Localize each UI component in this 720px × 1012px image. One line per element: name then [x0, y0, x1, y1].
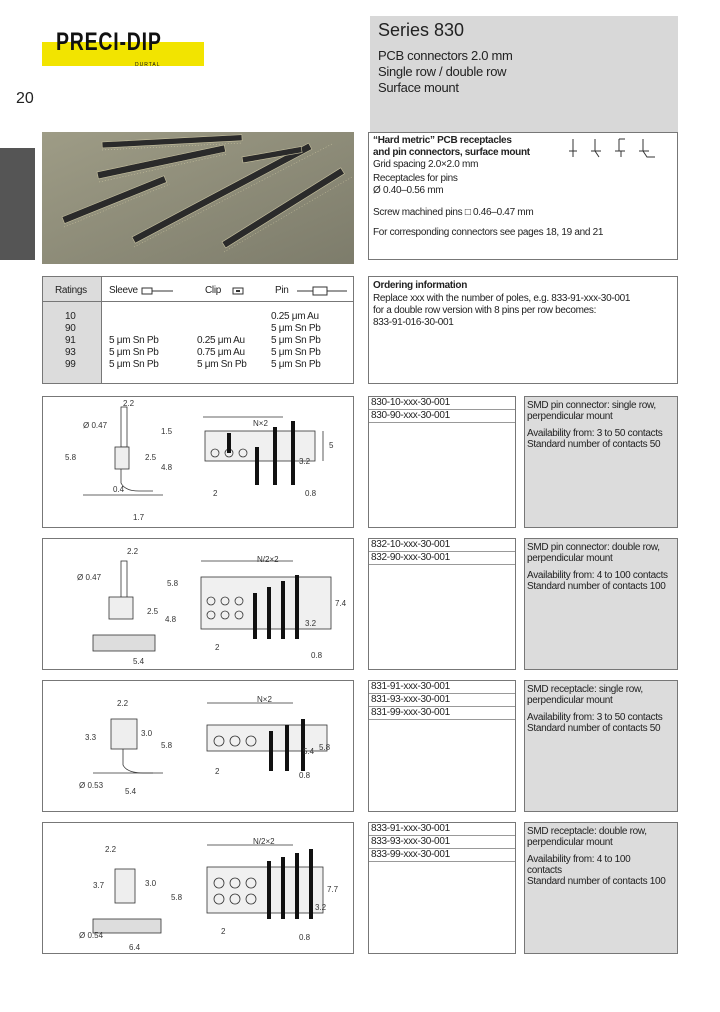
- dimension-label: 0.8: [299, 771, 311, 780]
- dimension-label: Ø 0.53: [79, 781, 104, 790]
- brand-logo-sub: DURTAL: [135, 62, 161, 68]
- rating-pin: 5 μm Sn Pb: [271, 323, 321, 334]
- dimension-label: Ø 0.47: [83, 421, 108, 430]
- part-number-box: [368, 538, 516, 670]
- part-number: 833-91-xxx-30-001: [369, 823, 515, 836]
- ratings-col-rule: [101, 277, 102, 383]
- rating-clip: 0.75 μm Au: [197, 347, 245, 358]
- availability-line: Standard number of contacts 100: [527, 876, 666, 887]
- description-line: perpendicular mount: [527, 837, 613, 848]
- dimension-label: 3.2: [315, 903, 327, 912]
- rating-pin: 5 μm Sn Pb: [271, 347, 321, 358]
- drawing-panel-831: [42, 680, 354, 812]
- dimension-label: N×2: [253, 419, 268, 428]
- part-number: 832-10-xxx-30-001: [369, 539, 515, 552]
- intro-heading-2: and pin connectors, surface mount: [373, 147, 530, 158]
- description-line: SMD receptacle: double row,: [527, 826, 647, 837]
- dimension-label: 7.4: [335, 599, 347, 608]
- dimension-label: N/2×2: [253, 837, 275, 846]
- ordering-title: Ordering information: [373, 280, 468, 291]
- dimension-label: 2.2: [117, 699, 129, 708]
- part-number-box: [368, 680, 516, 812]
- rating-sleeve: 5 μm Sn Pb: [109, 347, 159, 358]
- pin-icon: [295, 285, 351, 297]
- ratings-table: [42, 276, 354, 384]
- dimension-label: 3.0: [141, 729, 153, 738]
- ordering-example: 833-91-016-30-001: [373, 317, 454, 328]
- rating-sleeve: 5 μm Sn Pb: [109, 335, 159, 346]
- ratings-header-rule: [43, 301, 353, 302]
- part-number-box: [368, 396, 516, 528]
- dimension-label: 6.4: [129, 943, 141, 952]
- part-number: 833-99-xxx-30-001: [369, 849, 515, 862]
- availability-line: Availability from: 3 to 50 contacts: [527, 428, 663, 439]
- dimension-label: 2: [213, 489, 218, 498]
- dimension-label: 2.2: [123, 399, 135, 408]
- description-line: perpendicular mount: [527, 553, 613, 564]
- ordering-box: [368, 276, 678, 384]
- dimension-label: 1.5: [161, 427, 173, 436]
- description-line: SMD pin connector: double row,: [527, 542, 660, 553]
- series-subtitle-1: PCB connectors 2.0 mm: [378, 48, 513, 63]
- availability-line: Standard number of contacts 100: [527, 581, 666, 592]
- intro-pins: Screw machined pins □ 0.46–0.47 mm: [373, 207, 534, 218]
- ordering-line-2: for a double row version with 8 pins per row becomes:: [373, 305, 597, 316]
- rating-code: 99: [65, 359, 76, 370]
- dimension-label: Ø 0.54: [79, 931, 104, 940]
- dimension-label: 2: [221, 927, 226, 936]
- dimension-label: 5: [329, 441, 334, 450]
- product-availability: [525, 425, 677, 453]
- series-subtitle-2: Single row / double row: [378, 64, 507, 79]
- availability-line: Standard number of contacts 50: [527, 439, 661, 450]
- dimension-label: 5.8: [65, 453, 77, 462]
- dimension-label: 2.2: [127, 547, 139, 556]
- rating-code: 10: [65, 311, 76, 322]
- rating-sleeve: 5 μm Sn Pb: [109, 359, 159, 370]
- rating-pin: 0.25 μm Au: [271, 311, 319, 322]
- drawing-panel-832: [42, 538, 354, 670]
- part-number: 830-90-xxx-30-001: [369, 410, 515, 423]
- product-description-box: [524, 680, 678, 812]
- dimension-label: 5.4: [303, 747, 315, 756]
- dimension-label: 2: [215, 767, 220, 776]
- dimension-label: 2.2: [105, 845, 117, 854]
- part-number: 831-99-xxx-30-001: [369, 707, 515, 720]
- availability-line: Availability from: 4 to 100 contacts: [527, 570, 668, 581]
- part-number: 831-91-xxx-30-001: [369, 681, 515, 694]
- clip-icon: [231, 285, 247, 297]
- dimension-label: N/2×2: [257, 555, 279, 564]
- dimension-label: 2.5: [147, 607, 159, 616]
- dimension-label: 0.8: [299, 933, 311, 942]
- product-availability: [525, 851, 677, 890]
- drawing-832: [43, 539, 353, 669]
- rating-code: 90: [65, 323, 76, 334]
- intro-heading-1: “Hard metric” PCB receptacles: [373, 135, 512, 146]
- rating-pin: 5 μm Sn Pb: [271, 359, 321, 370]
- dimension-label: 5.8: [171, 893, 183, 902]
- dimension-label: 3.2: [305, 619, 317, 628]
- product-description: [525, 397, 677, 425]
- mount-type-icons: [567, 137, 667, 163]
- dimension-label: 0.8: [311, 651, 323, 660]
- sleeve-header: Sleeve: [109, 285, 138, 296]
- product-description-box: [524, 538, 678, 670]
- availability-line: Availability from: 4 to 100: [527, 854, 631, 865]
- side-tab: [0, 148, 35, 260]
- dimension-label: 5.8: [319, 743, 331, 752]
- rating-pin: 5 μm Sn Pb: [271, 335, 321, 346]
- drawing-panel-830: [42, 396, 354, 528]
- dimension-label: 3.0: [145, 879, 157, 888]
- ordering-line-1: Replace xxx with the number of poles, e.g. 833-91-xxx-30-001: [373, 293, 631, 304]
- intro-receptacles: Receptacles for pins: [373, 173, 458, 184]
- series-subtitle-3: Surface mount: [378, 80, 459, 95]
- dimension-label: 2.5: [145, 453, 157, 462]
- dimension-label: 7.7: [327, 885, 339, 894]
- clip-header: Clip: [205, 285, 222, 296]
- rating-clip: 0.25 μm Au: [197, 335, 245, 346]
- dimension-label: 4.8: [161, 463, 173, 472]
- dimension-label: 5.8: [161, 741, 173, 750]
- product-description: [525, 681, 677, 709]
- availability-line: Availability from: 3 to 50 contacts: [527, 712, 663, 723]
- pin-header: Pin: [275, 285, 289, 296]
- product-description-box: [524, 822, 678, 954]
- drawing-panel-833: [42, 822, 354, 954]
- product-photo: [42, 132, 354, 264]
- availability-line: Standard number of contacts 50: [527, 723, 661, 734]
- drawing-831: [43, 681, 353, 811]
- rating-code: 91: [65, 335, 76, 346]
- intro-box: [368, 132, 678, 260]
- brand-logo: PRECI-DIP: [56, 28, 162, 56]
- sleeve-icon: [141, 285, 175, 297]
- availability-line: contacts: [527, 865, 562, 876]
- product-description: [525, 539, 677, 567]
- part-number: 831-93-xxx-30-001: [369, 694, 515, 707]
- part-number-box: [368, 822, 516, 954]
- dimension-label: 2: [215, 643, 220, 652]
- part-number: 833-93-xxx-30-001: [369, 836, 515, 849]
- dimension-label: 3.3: [85, 733, 97, 742]
- dimension-label: 5.4: [133, 657, 145, 666]
- part-number: 830-10-xxx-30-001: [369, 397, 515, 410]
- series-title: Series 830: [378, 20, 465, 40]
- dimension-label: 3.2: [299, 457, 311, 466]
- dimension-label: 1.7: [133, 513, 145, 522]
- product-availability: [525, 567, 677, 595]
- rating-clip: 5 μm Sn Pb: [197, 359, 247, 370]
- description-line: perpendicular mount: [527, 411, 613, 422]
- product-availability: [525, 709, 677, 737]
- rating-code: 93: [65, 347, 76, 358]
- dimension-label: 5.8: [167, 579, 179, 588]
- dimension-label: 0.4: [113, 485, 125, 494]
- product-description-box: [524, 396, 678, 528]
- page-number: 20: [16, 90, 34, 107]
- description-line: SMD receptacle: single row,: [527, 684, 643, 695]
- dimension-label: 3.7: [93, 881, 105, 890]
- dimension-label: 5.4: [125, 787, 137, 796]
- dimension-label: N×2: [257, 695, 272, 704]
- dimension-label: Ø 0.47: [77, 573, 102, 582]
- intro-grid: Grid spacing 2.0×2.0 mm: [373, 159, 479, 170]
- product-description: [525, 823, 677, 851]
- ratings-header: Ratings: [55, 285, 87, 296]
- description-line: perpendicular mount: [527, 695, 613, 706]
- dimension-label: 0.8: [305, 489, 317, 498]
- part-number: 832-90-xxx-30-001: [369, 552, 515, 565]
- dimension-label: 4.8: [165, 615, 177, 624]
- intro-range: Ø 0.40–0.56 mm: [373, 185, 444, 196]
- description-line: SMD pin connector: single row,: [527, 400, 656, 411]
- intro-refs: For corresponding connectors see pages 18, 19 and 21: [373, 227, 604, 238]
